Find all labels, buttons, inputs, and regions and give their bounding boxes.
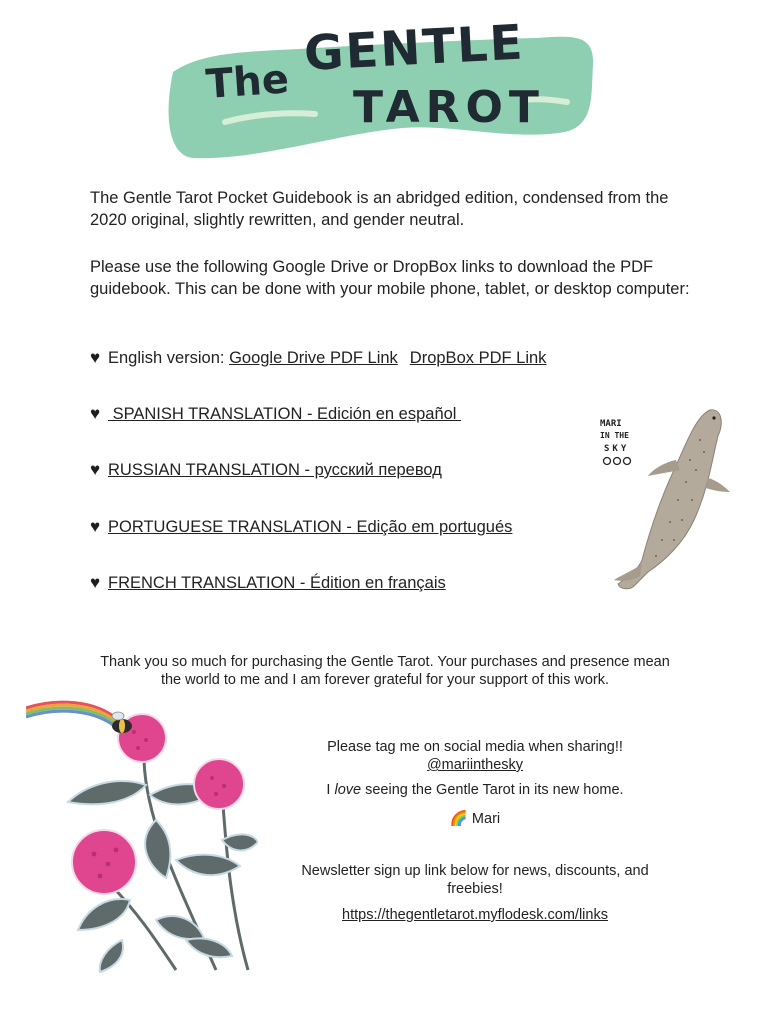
portuguese-translation-link[interactable]: PORTUGUESE TRANSLATION - Edição em portugués [108, 518, 513, 536]
newsletter-signup-link[interactable]: https://thegentletarot.myflodesk.com/links [342, 907, 608, 923]
english-dropbox-link[interactable]: DropBox PDF Link [409, 349, 547, 367]
tag-request-text: Please tag me on social media when sharing!! [327, 739, 623, 755]
thank-you-message: Thank you so much for purchasing the Gentle Tarot. Your purchases and presence mean the world to me and I am forever grateful for your support of this work. [100, 654, 670, 688]
english-google-drive-link[interactable]: Google Drive PDF Link [229, 349, 398, 367]
spanish-translation-link[interactable]: SPANISH TRANSLATION - Edición en español [108, 405, 462, 423]
bee-icon [112, 712, 132, 733]
russian-row [90, 459, 442, 481]
seal-art-line-2: IN THE [600, 431, 629, 440]
seal-art-line-1: MARI [600, 419, 622, 429]
signoff [295, 810, 655, 828]
logo-gentle: GENTLE [302, 14, 526, 82]
newsletter-text: Newsletter sign up link below for news, discounts, and freebies! [301, 863, 649, 897]
instructions-paragraph: Please use the following Google Drive or DropBox links to download the PDF guidebook. This can be done with your mobile phone, tablet, or desktop computer: [90, 258, 690, 298]
signoff-name: Mari [467, 811, 501, 827]
heart-icon: ♥ [90, 460, 101, 479]
love-message [295, 781, 655, 799]
portuguese-row [90, 516, 512, 538]
heart-icon: ♥ [90, 517, 101, 536]
intro-paragraph: The Gentle Tarot Pocket Guidebook is an abridged edition, condensed from the 2020 original, slightly rewritten, and gender neutral. [90, 189, 669, 229]
love-prefix: I [326, 782, 335, 798]
english-label: English version: [108, 349, 230, 367]
seal-illustration [590, 400, 740, 600]
spanish-row [90, 403, 461, 425]
gentle-tarot-logo [165, 10, 605, 170]
clover-flower-illustration [26, 690, 258, 975]
rainbow-emoji-icon: 🌈 [449, 811, 468, 827]
love-emphasis: love [334, 782, 362, 798]
heart-icon: ♥ [90, 573, 101, 592]
seal-art-line-3: SKY [604, 444, 630, 454]
heart-icon: ♥ [90, 348, 101, 367]
logo-the: The [204, 56, 291, 108]
love-suffix: seeing the Gentle Tarot in its new home. [361, 782, 624, 798]
instagram-handle-link[interactable]: @mariinthesky [426, 757, 524, 773]
french-translation-link[interactable]: FRENCH TRANSLATION - Édition en français [108, 574, 446, 592]
logo-tarot: TAROT [353, 82, 545, 133]
russian-translation-link[interactable]: RUSSIAN TRANSLATION - русский перевод [108, 461, 442, 479]
social-tag-block [295, 738, 655, 774]
heart-icon: ♥ [90, 404, 101, 423]
french-row [90, 572, 446, 594]
english-row [90, 347, 546, 369]
newsletter-link-row [285, 906, 665, 924]
